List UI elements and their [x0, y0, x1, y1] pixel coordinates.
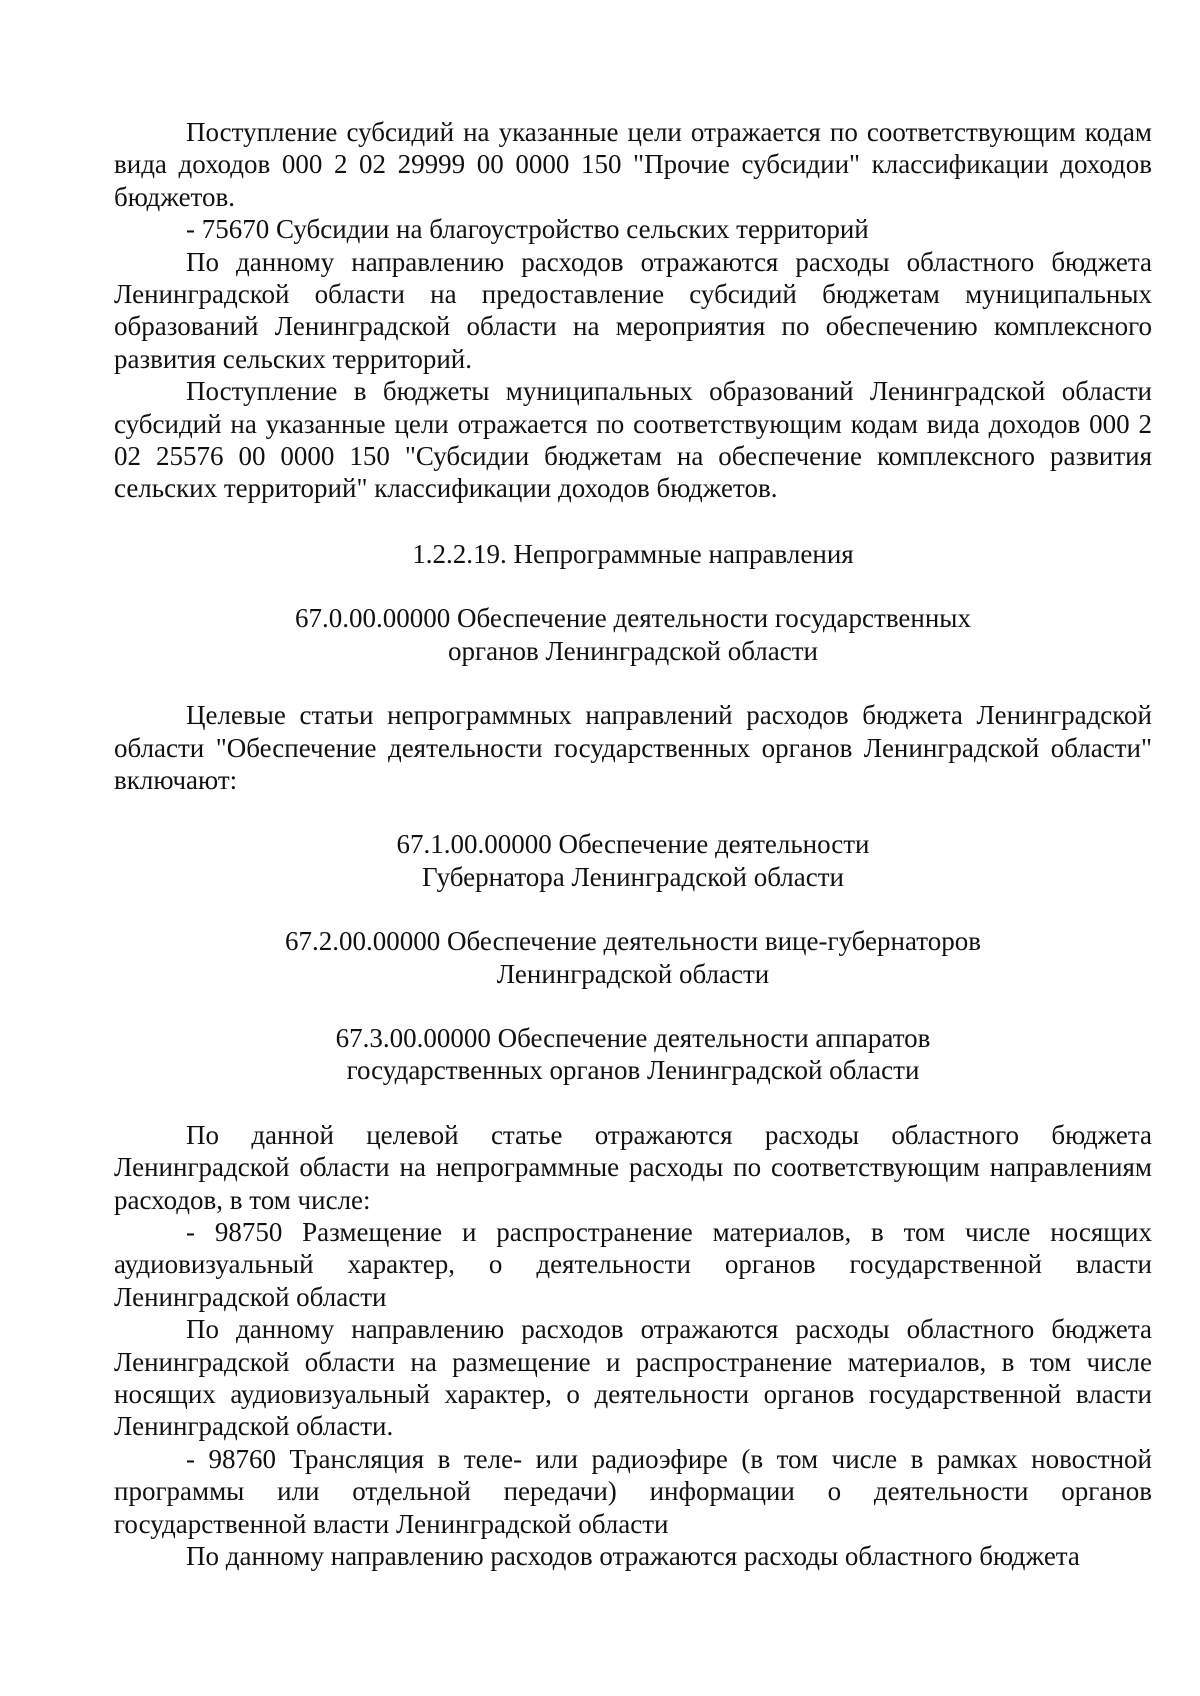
- heading-67-3: [114, 1022, 1152, 1087]
- paragraph-subsidies-income: Поступление субсидий на указанные цели отражается по соответствующим кодам вида доходов 000 2 02 29999 00 0000 150 "Прочие субсидии" классификации доходов бюджетов.: [114, 117, 1152, 212]
- section-heading-1-2-2-19: [114, 538, 1152, 570]
- heading-67-0: [114, 602, 1152, 667]
- paragraph-target-articles: Целевые статьи непрограммных направлений расходов бюджета Ленинградской области "Обеспечение деятельности государственных органов Ленинградской области" включают:: [114, 700, 1152, 795]
- heading-line: 67.0.00.00000 Обеспечение деятельности государственных: [295, 603, 971, 634]
- list-item-98750: - 98750 Размещение и распространение материалов, в том числе носящих аудиовизуальный характер, о деятельности органов государственной власти Ленинградской области: [114, 1216, 1152, 1312]
- list-item-75670: - 75670 Субсидии на благоустройство сельских территорий: [186, 214, 869, 245]
- heading-line: государственных органов Ленинградской области: [346, 1055, 920, 1086]
- heading-line: 67.3.00.00000 Обеспечение деятельности аппаратов: [335, 1022, 931, 1053]
- heading-line: 1.2.2.19. Непрограммные направления: [412, 538, 854, 569]
- list-item-98760: - 98760 Трансляция в теле- или радиоэфире (в том числе в рамках новостной программы или отдельной передачи) информации о деятельности органов государственной власти Ленинградской области: [114, 1443, 1152, 1539]
- heading-67-2: [114, 925, 1152, 990]
- document-body: [114, 116, 1152, 1572]
- heading-line: Ленинградской области: [496, 958, 770, 989]
- heading-line: 67.2.00.00000 Обеспечение деятельности вице-губернаторов: [285, 926, 981, 957]
- paragraph-67-3-description: По данной целевой статье отражаются расходы областного бюджета Ленинградской области на непрограммные расходы по соответствующим направлениям расходов, в том числе:: [114, 1119, 1152, 1215]
- paragraph-75670-description: По данному направлению расходов отражаются расходы областного бюджета Ленинградской области на предоставление субсидий бюджетам муниципальных образований Ленинградской области на мероприятия по обеспечению комплексного развития сельских территорий.: [114, 246, 1152, 374]
- heading-line: Губернатора Ленинградской области: [422, 861, 844, 892]
- heading-line: органов Ленинградской области: [448, 635, 818, 666]
- heading-line: 67.1.00.00000 Обеспечение деятельности: [396, 829, 870, 860]
- paragraph-98750-description: По данному направлению расходов отражаются расходы областного бюджета Ленинградской области на размещение и распространение материалов, в том числе носящих аудиовизуальный характер, о деятельности органов государственной власти Ленинградской области.: [114, 1314, 1152, 1442]
- paragraph-municipal-income: Поступление в бюджеты муниципальных образований Ленинградской области субсидий на указанные цели отражается по соответствующим кодам вида доходов 000 2 02 25576 00 0000 150 "Субсидии бюджетам на обеспечение комплексного развития сельских территорий" классификации доходов бюджетов.: [114, 376, 1152, 504]
- heading-67-1: [114, 828, 1152, 893]
- paragraph-98760-description: По данному направлению расходов отражаются расходы областного бюджета: [186, 1541, 1080, 1572]
